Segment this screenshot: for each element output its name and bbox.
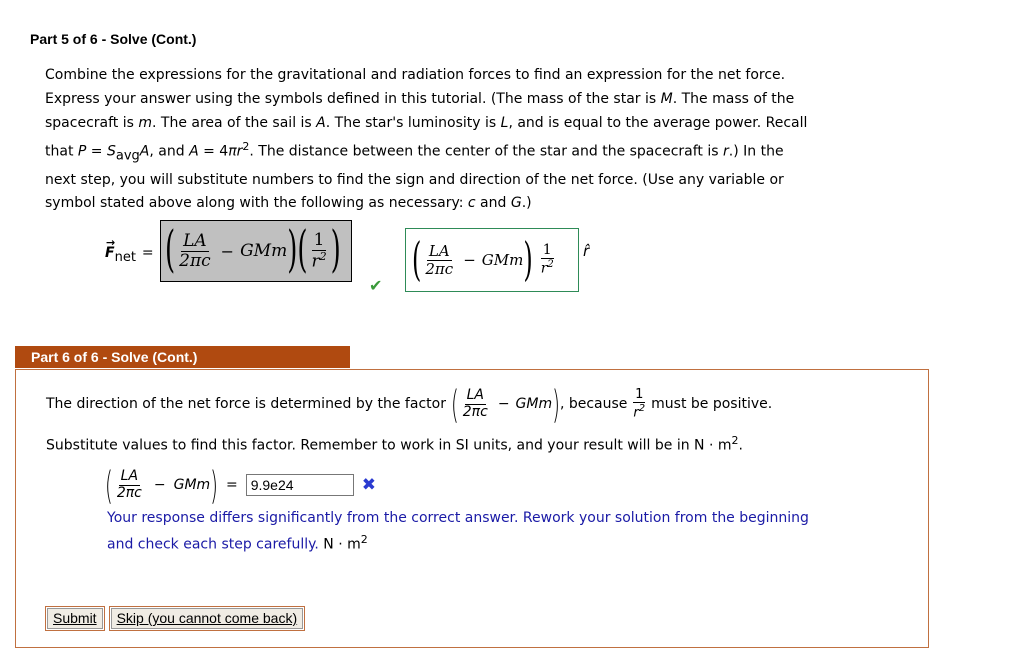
unit-vector-r-hat: r̂	[583, 242, 590, 260]
instruction-line-4: that $P = S_{avg}A$, and $A = 4\pi r^2$. The distance between the center of the star and the spacecraft is r.) In the	[45, 140, 784, 164]
right-paren: )	[552, 381, 560, 427]
one-over-r2-fraction: $\frac{1}{r^2}$	[633, 386, 646, 421]
action-buttons	[45, 606, 305, 631]
right-paren: )	[287, 222, 298, 280]
left-paren: (	[450, 381, 459, 427]
part5-heading: Part 5 of 6 - Solve (Cont.)	[30, 31, 197, 47]
because-text: , because	[559, 396, 628, 412]
feedback-message	[107, 507, 907, 556]
gmm-term: GMm	[481, 251, 524, 269]
net-force-expression-field[interactable]	[160, 220, 352, 282]
skip-button-frame	[109, 606, 306, 631]
gmm-term: GMm	[173, 477, 211, 493]
net-force-label	[105, 235, 154, 265]
submit-button-frame	[45, 606, 105, 631]
skip-button[interactable]: Skip (you cannot come back)	[111, 608, 304, 629]
minus-sign: −	[463, 251, 476, 269]
direction-sentence	[46, 382, 772, 426]
factor-fraction: $\frac{LA}{2\pi c}$	[116, 468, 142, 501]
wrong-x-icon: ✖	[361, 475, 376, 495]
left-paren: (	[165, 222, 176, 280]
positive-text: must be positive.	[651, 396, 773, 412]
one-over-r2-fraction: $\frac{1}{r^2}$	[540, 241, 554, 277]
la-over-2pic-fraction: $\frac{LA}{2\pi c}$	[179, 230, 211, 271]
substitute-instruction: Substitute values to find this factor. Remember to work in SI units, and your result will be in $N \cdot m^2$.	[46, 434, 743, 454]
net-subscript: net	[114, 250, 136, 265]
minus-sign: −	[153, 477, 166, 493]
right-paren: )	[210, 462, 218, 508]
vector-arrow-icon: →	[106, 235, 116, 249]
right-paren: )	[523, 233, 533, 287]
minus-sign: −	[497, 396, 510, 412]
factor-fraction: $\frac{LA}{2\pi c}$	[462, 387, 488, 420]
force-symbol: → F	[105, 235, 116, 261]
gmm-term: GMm	[515, 396, 553, 412]
factor-answer-input[interactable]: 9.9e24	[246, 474, 354, 496]
instruction-line-5: next step, you will substitute numbers to find the sign and direction of the net force. (Use any variable or	[45, 171, 784, 188]
feedback-line-2: and check each step carefully. $N \cdot m^2$	[107, 533, 368, 553]
minus-sign: −	[220, 241, 235, 261]
gmm-term: GMm	[240, 241, 288, 261]
instruction-line-6: symbol stated above along with the following as necessary: c and G.)	[45, 195, 532, 212]
direction-text: The direction of the net force is determined by the factor	[46, 396, 446, 412]
part5-instructions	[45, 64, 945, 216]
left-paren: (	[412, 233, 422, 287]
correct-answer-display	[405, 228, 579, 292]
feedback-line-1: Your response differs significantly from the correct answer. Rework your solution from the beginning	[107, 510, 809, 526]
equals-sign: =	[225, 477, 238, 493]
part6-heading: Part 6 of 6 - Solve (Cont.)	[15, 346, 350, 368]
instruction-line-2: Express your answer using the symbols defined in this tutorial. (The mass of the star is M. The mass of the	[45, 90, 795, 107]
equals-sign: =	[141, 244, 154, 261]
one-over-r2-fraction: $\frac{1}{r^2}$	[311, 229, 327, 272]
left-paren: (	[105, 462, 113, 508]
submit-button[interactable]: Submit	[47, 608, 103, 629]
instruction-line-3: spacecraft is m. The area of the sail is A. The star's luminosity is L, and is equal to the average power. Recall	[45, 114, 808, 131]
la-over-2pic-fraction: $\frac{LA}{2\pi c}$	[425, 242, 454, 278]
left-paren-2: (	[297, 222, 308, 280]
factor-equation-row	[105, 464, 376, 506]
right-paren-2: )	[330, 222, 341, 280]
instruction-line-1: Combine the expressions for the gravitational and radiation forces to find an expression for the net force.	[45, 67, 786, 83]
check-mark-icon: ✔	[369, 276, 383, 295]
